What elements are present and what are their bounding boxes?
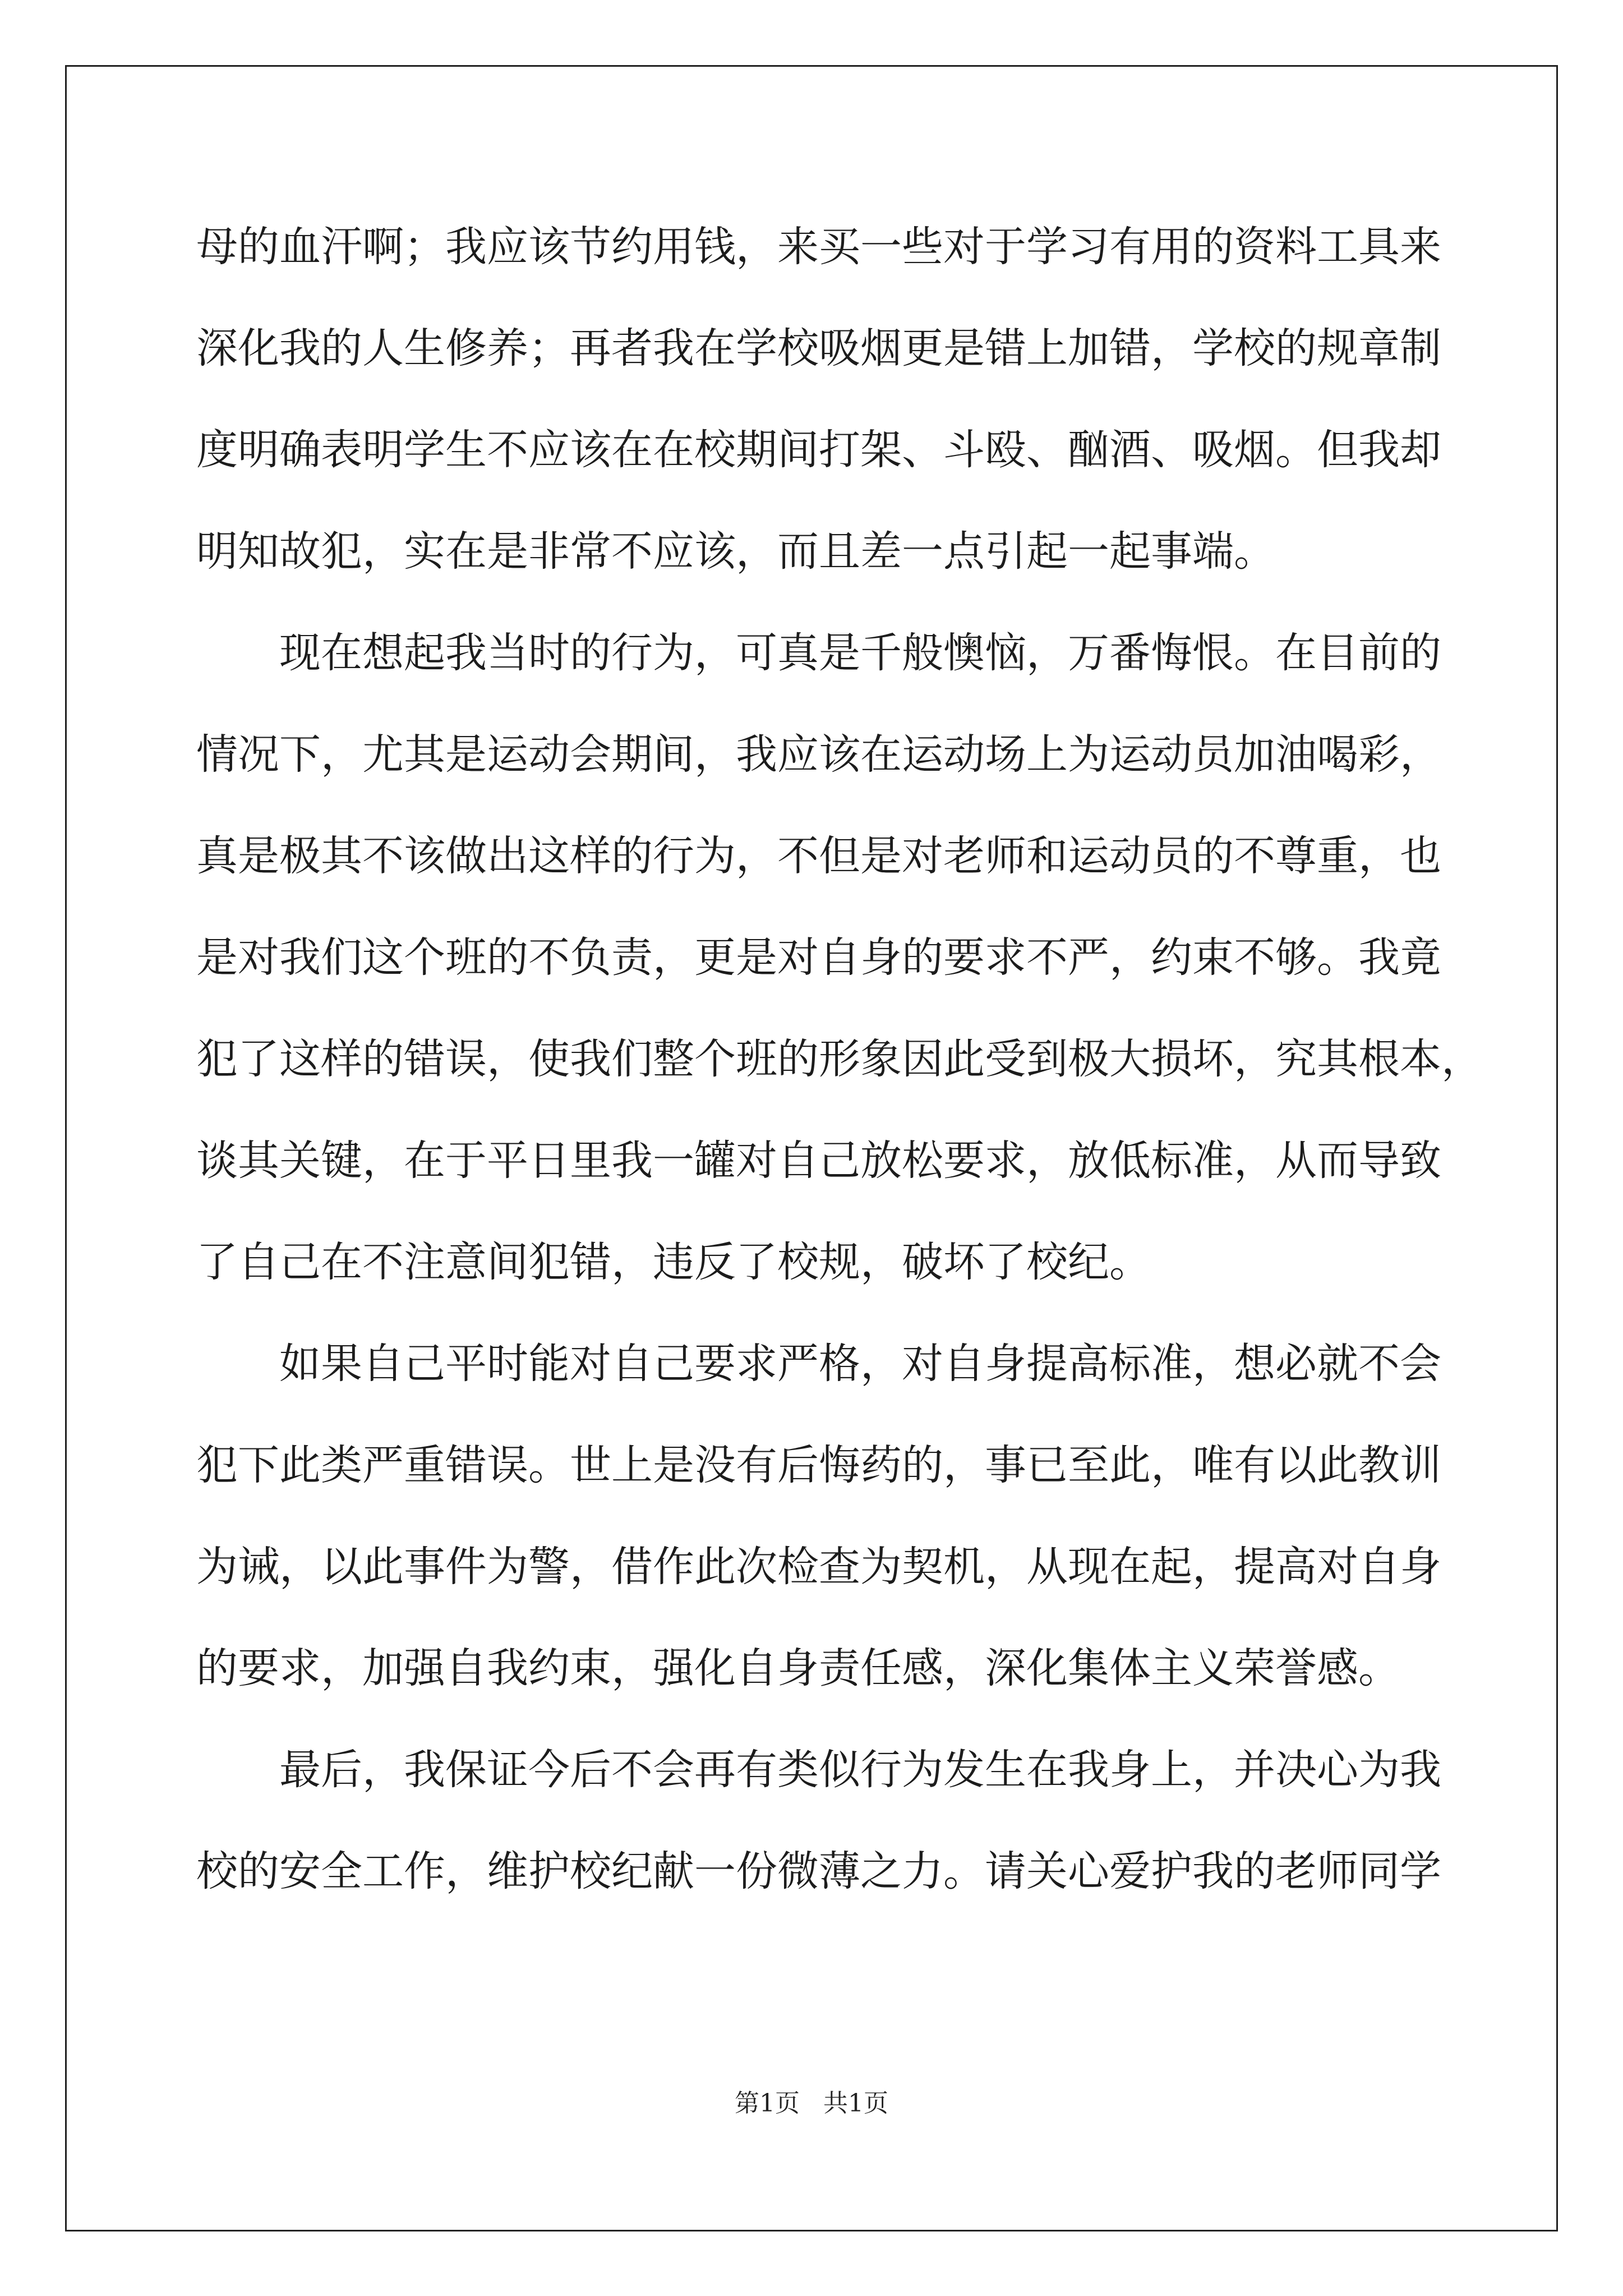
document-body [196, 0, 1483, 2019]
text-line: 深化我的人生修养；再者我在学校吸烟更是错上加错，学校的规章制 [196, 324, 1441, 372]
text-line: 了自己在不注意间犯错，违反了校规，破坏了校纪。 [196, 1238, 1151, 1286]
paragraph-first-line: 最后，我保证今后不会再有类似行为发生在我身上，并决心为我 [279, 1746, 1441, 1794]
text-line: 明知故犯，实在是非常不应该，而且差一点引起一起事端。 [196, 527, 1275, 576]
text-line: 度明确表明学生不应该在在校期间打架、斗殴、酗酒、吸烟。但我却 [196, 426, 1441, 474]
text-line: 校的安全工作，维护校纪献一份微薄之力。请关心爱护我的老师同学 [196, 1847, 1441, 1895]
text-line: 真是极其不该做出这样的行为，不但是对老师和运动员的不尊重，也 [196, 832, 1441, 880]
text-line: 情况下，尤其是运动会期间，我应该在运动场上为运动员加油喝彩， [196, 730, 1441, 779]
text-line: 谈其关键，在于平日里我一罐对自己放松要求，放低标准，从而导致 [196, 1137, 1441, 1185]
page-number: 第1页 共1页 [735, 2089, 888, 2118]
text-line: 是对我们这个班的不负责，更是对自身的要求不严，约束不够。我竟 [196, 933, 1441, 982]
text-line: 犯下此类严重错误。世上是没有后悔药的，事已至此，唯有以此教训 [196, 1441, 1441, 1489]
text-line: 犯了这样的错误，使我们整个班的形象因此受到极大损坏，究其根本， [196, 1035, 1483, 1083]
text-line: 的要求，加强自我约束，强化自身责任感，深化集体主义荣誉感。 [196, 1644, 1400, 1692]
text-line: 母的血汗啊；我应该节约用钱，来买一些对于学习有用的资料工具来 [196, 223, 1441, 271]
text-line: 为诫，以此事件为警，借作此次检查为契机，从现在起，提高对自身 [196, 1543, 1441, 1591]
paragraph-first-line: 现在想起我当时的行为，可真是千般懊恼，万番悔恨。在目前的 [279, 629, 1441, 677]
paragraph-first-line: 如果自己平时能对自己要求严格，对自身提高标准，想必就不会 [279, 1340, 1441, 1388]
